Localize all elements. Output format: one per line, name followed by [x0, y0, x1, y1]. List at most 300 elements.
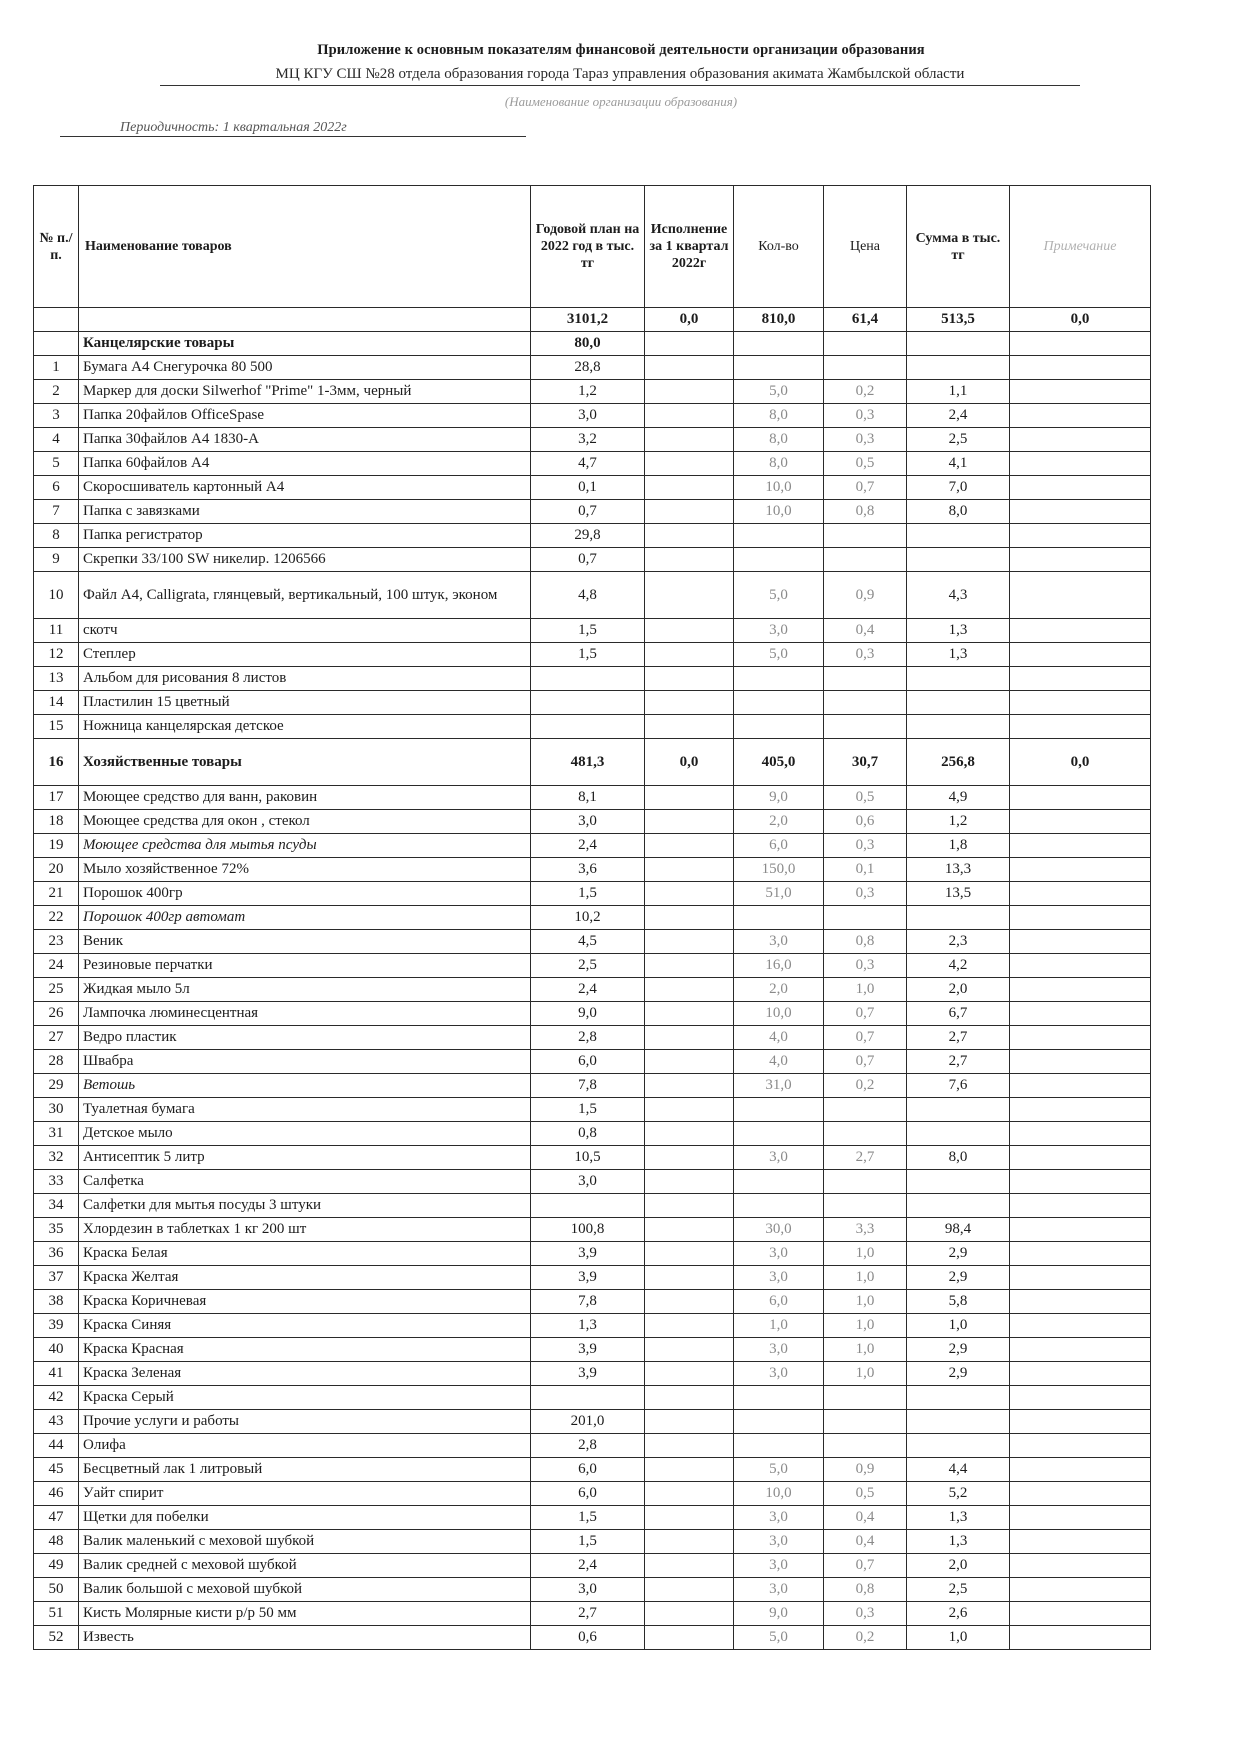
cell-price: 0,7 — [824, 476, 907, 500]
table-row — [34, 1410, 1151, 1434]
cell-plan: 10,2 — [531, 906, 645, 930]
cell-plan: 201,0 — [531, 1410, 645, 1434]
table-row — [34, 1482, 1151, 1506]
cell-price — [824, 1122, 907, 1146]
cell-price: 0,4 — [824, 619, 907, 643]
cell-num: 8 — [34, 524, 79, 548]
cell-sum — [907, 524, 1010, 548]
cell-name: Олифа — [79, 1434, 531, 1458]
cell-num: 31 — [34, 1122, 79, 1146]
cell-exec — [645, 1386, 734, 1410]
cell-name: Степлер — [79, 643, 531, 667]
cell-price — [824, 332, 907, 356]
cell-plan: 1,5 — [531, 882, 645, 906]
table-row — [34, 452, 1151, 476]
cell-note: 0,0 — [1010, 308, 1151, 332]
cell-plan: 2,5 — [531, 954, 645, 978]
cell-plan: 29,8 — [531, 524, 645, 548]
cell-exec — [645, 1530, 734, 1554]
cell-exec — [645, 1482, 734, 1506]
cell-sum — [907, 332, 1010, 356]
cell-num — [34, 332, 79, 356]
cell-num: 39 — [34, 1314, 79, 1338]
cell-plan: 3,9 — [531, 1266, 645, 1290]
cell-price — [824, 1434, 907, 1458]
table-row — [34, 954, 1151, 978]
cell-qty — [734, 524, 824, 548]
cell-plan: 3,9 — [531, 1242, 645, 1266]
cell-note — [1010, 882, 1151, 906]
cell-num: 7 — [34, 500, 79, 524]
cell-exec — [645, 548, 734, 572]
cell-num: 21 — [34, 882, 79, 906]
cell-sum: 98,4 — [907, 1218, 1010, 1242]
cell-num: 45 — [34, 1458, 79, 1482]
period-line: Периодичность: 1 квартальная 2022г — [60, 120, 526, 137]
cell-price — [824, 1410, 907, 1434]
cell-plan: 100,8 — [531, 1218, 645, 1242]
cell-name: Салфетка — [79, 1170, 531, 1194]
goods-table — [33, 185, 1151, 1650]
cell-sum: 13,3 — [907, 858, 1010, 882]
table-row — [34, 1026, 1151, 1050]
cell-qty: 8,0 — [734, 428, 824, 452]
cell-note — [1010, 1434, 1151, 1458]
cell-price: 0,6 — [824, 810, 907, 834]
cell-plan: 3,0 — [531, 1170, 645, 1194]
cell-name: Прочие услуги и работы — [79, 1410, 531, 1434]
cell-price: 0,7 — [824, 1554, 907, 1578]
cell-num: 2 — [34, 380, 79, 404]
cell-exec — [645, 1578, 734, 1602]
cell-num: 38 — [34, 1290, 79, 1314]
cell-plan: 4,8 — [531, 572, 645, 619]
cell-num: 9 — [34, 548, 79, 572]
cell-sum — [907, 1122, 1010, 1146]
table-row — [34, 1530, 1151, 1554]
cell-note — [1010, 1290, 1151, 1314]
cell-num: 13 — [34, 667, 79, 691]
cell-name: Детское мыло — [79, 1122, 531, 1146]
table-row — [34, 786, 1151, 810]
table-row — [34, 548, 1151, 572]
cell-name: Папка 20файлов OfficeSpase — [79, 404, 531, 428]
cell-plan: 3,9 — [531, 1338, 645, 1362]
cell-num: 25 — [34, 978, 79, 1002]
cell-qty: 9,0 — [734, 1602, 824, 1626]
cell-price: 61,4 — [824, 308, 907, 332]
cell-num: 23 — [34, 930, 79, 954]
cell-price: 1,0 — [824, 1266, 907, 1290]
cell-num: 6 — [34, 476, 79, 500]
cell-exec — [645, 954, 734, 978]
cell-name: Порошок 400гр автомат — [79, 906, 531, 930]
cell-plan: 6,0 — [531, 1050, 645, 1074]
cell-sum: 2,0 — [907, 1554, 1010, 1578]
cell-note — [1010, 1242, 1151, 1266]
cell-qty — [734, 356, 824, 380]
cell-num: 12 — [34, 643, 79, 667]
table-row — [34, 428, 1151, 452]
cell-sum — [907, 667, 1010, 691]
cell-name: Папка регистратор — [79, 524, 531, 548]
cell-sum — [907, 548, 1010, 572]
cell-price: 0,8 — [824, 1578, 907, 1602]
table-row — [34, 1458, 1151, 1482]
cell-num: 42 — [34, 1386, 79, 1410]
cell-qty — [734, 715, 824, 739]
cell-qty: 8,0 — [734, 452, 824, 476]
cell-note — [1010, 1386, 1151, 1410]
cell-exec: 0,0 — [645, 739, 734, 786]
cell-price: 0,5 — [824, 1482, 907, 1506]
cell-plan: 0,6 — [531, 1626, 645, 1650]
cell-exec — [645, 452, 734, 476]
cell-plan: 1,5 — [531, 1530, 645, 1554]
cell-sum: 2,9 — [907, 1242, 1010, 1266]
cell-name: Известь — [79, 1626, 531, 1650]
cell-num: 46 — [34, 1482, 79, 1506]
cell-note — [1010, 1122, 1151, 1146]
cell-price: 0,3 — [824, 428, 907, 452]
table-row — [34, 380, 1151, 404]
cell-qty: 51,0 — [734, 882, 824, 906]
cell-sum: 4,1 — [907, 452, 1010, 476]
cell-price: 0,3 — [824, 954, 907, 978]
table-row — [34, 1314, 1151, 1338]
cell-sum: 1,0 — [907, 1314, 1010, 1338]
cell-note — [1010, 1482, 1151, 1506]
cell-sum: 5,2 — [907, 1482, 1010, 1506]
cell-sum: 8,0 — [907, 500, 1010, 524]
cell-num: 30 — [34, 1098, 79, 1122]
cell-plan: 0,8 — [531, 1122, 645, 1146]
cell-plan: 3101,2 — [531, 308, 645, 332]
table-row — [34, 858, 1151, 882]
cell-exec — [645, 1050, 734, 1074]
cell-plan: 2,4 — [531, 834, 645, 858]
cell-num: 43 — [34, 1410, 79, 1434]
cell-price: 2,7 — [824, 1146, 907, 1170]
table-row — [34, 500, 1151, 524]
cell-qty — [734, 906, 824, 930]
cell-qty: 150,0 — [734, 858, 824, 882]
cell-qty: 3,0 — [734, 930, 824, 954]
cell-note — [1010, 380, 1151, 404]
cell-qty — [734, 1194, 824, 1218]
cell-sum: 2,9 — [907, 1266, 1010, 1290]
cell-note — [1010, 978, 1151, 1002]
cell-sum: 1,3 — [907, 1530, 1010, 1554]
cell-qty: 10,0 — [734, 476, 824, 500]
cell-sum: 2,7 — [907, 1026, 1010, 1050]
cell-note — [1010, 930, 1151, 954]
cell-price: 0,3 — [824, 882, 907, 906]
cell-sum: 13,5 — [907, 882, 1010, 906]
cell-plan: 2,7 — [531, 1602, 645, 1626]
cell-name: Щетки для побелки — [79, 1506, 531, 1530]
cell-price — [824, 356, 907, 380]
cell-name: Валик средней с меховой шубкой — [79, 1554, 531, 1578]
cell-price: 0,9 — [824, 572, 907, 619]
cell-exec — [645, 1026, 734, 1050]
organization-name: МЦ КГУ СШ №28 отдела образования города Тараз управления образования акимата Жамбылской области — [160, 66, 1080, 86]
cell-plan: 80,0 — [531, 332, 645, 356]
cell-price: 0,2 — [824, 1074, 907, 1098]
cell-num: 34 — [34, 1194, 79, 1218]
cell-note — [1010, 1338, 1151, 1362]
header-name: Наименование товаров — [79, 186, 531, 308]
table-row — [34, 572, 1151, 619]
cell-exec — [645, 332, 734, 356]
cell-num — [34, 308, 79, 332]
cell-qty: 6,0 — [734, 834, 824, 858]
cell-qty: 2,0 — [734, 978, 824, 1002]
cell-name: Папка 60файлов А4 — [79, 452, 531, 476]
cell-name: Маркер для доски Silwerhof "Prime" 1-3мм, черный — [79, 380, 531, 404]
cell-name: Порошок 400гр — [79, 882, 531, 906]
cell-note — [1010, 1218, 1151, 1242]
cell-sum: 2,5 — [907, 1578, 1010, 1602]
cell-sum — [907, 1410, 1010, 1434]
cell-note — [1010, 1314, 1151, 1338]
cell-num: 48 — [34, 1530, 79, 1554]
cell-plan: 481,3 — [531, 739, 645, 786]
table-row — [34, 308, 1151, 332]
cell-qty — [734, 1170, 824, 1194]
cell-num: 18 — [34, 810, 79, 834]
cell-note — [1010, 1002, 1151, 1026]
cell-plan: 3,2 — [531, 428, 645, 452]
table-row — [34, 1122, 1151, 1146]
cell-name: Краска Зеленая — [79, 1362, 531, 1386]
cell-name: Ведро пластик — [79, 1026, 531, 1050]
cell-plan: 1,2 — [531, 380, 645, 404]
cell-num: 4 — [34, 428, 79, 452]
cell-name: Краска Коричневая — [79, 1290, 531, 1314]
table-row — [34, 404, 1151, 428]
table-row — [34, 810, 1151, 834]
cell-price: 0,4 — [824, 1530, 907, 1554]
cell-price — [824, 1170, 907, 1194]
cell-qty: 3,0 — [734, 1338, 824, 1362]
cell-name: Ветошь — [79, 1074, 531, 1098]
cell-price — [824, 715, 907, 739]
cell-exec — [645, 1410, 734, 1434]
cell-exec — [645, 906, 734, 930]
cell-num: 15 — [34, 715, 79, 739]
cell-num: 49 — [34, 1554, 79, 1578]
cell-note — [1010, 786, 1151, 810]
table-row — [34, 1626, 1151, 1650]
cell-name: Краска Белая — [79, 1242, 531, 1266]
cell-exec — [645, 1218, 734, 1242]
cell-sum: 7,0 — [907, 476, 1010, 500]
cell-qty — [734, 1098, 824, 1122]
table-row — [34, 906, 1151, 930]
cell-price — [824, 1194, 907, 1218]
cell-note — [1010, 452, 1151, 476]
cell-exec — [645, 1626, 734, 1650]
table-row — [34, 1002, 1151, 1026]
cell-sum: 5,8 — [907, 1290, 1010, 1314]
cell-name: Скоросшиватель картонный А4 — [79, 476, 531, 500]
cell-note — [1010, 691, 1151, 715]
cell-note — [1010, 1170, 1151, 1194]
cell-qty — [734, 332, 824, 356]
document-title: Приложение к основным показателям финансовой деятельности организации образования — [317, 42, 925, 58]
table-row — [34, 882, 1151, 906]
cell-exec — [645, 428, 734, 452]
cell-qty — [734, 1386, 824, 1410]
cell-sum: 1,3 — [907, 1506, 1010, 1530]
cell-sum: 1,1 — [907, 380, 1010, 404]
cell-note — [1010, 332, 1151, 356]
cell-exec — [645, 667, 734, 691]
cell-plan: 2,8 — [531, 1434, 645, 1458]
cell-exec — [645, 1362, 734, 1386]
cell-qty: 30,0 — [734, 1218, 824, 1242]
cell-name: Лампочка люминесцентная — [79, 1002, 531, 1026]
table-row — [34, 1074, 1151, 1098]
cell-exec — [645, 1170, 734, 1194]
cell-note — [1010, 1506, 1151, 1530]
cell-qty — [734, 1410, 824, 1434]
cell-note — [1010, 643, 1151, 667]
cell-plan: 0,7 — [531, 500, 645, 524]
cell-name: Краска Синяя — [79, 1314, 531, 1338]
cell-sum: 1,8 — [907, 834, 1010, 858]
cell-sum: 2,9 — [907, 1338, 1010, 1362]
cell-num: 17 — [34, 786, 79, 810]
header-note: Примечание — [1010, 186, 1151, 308]
cell-exec — [645, 1506, 734, 1530]
header-price: Цена — [824, 186, 907, 308]
cell-qty: 16,0 — [734, 954, 824, 978]
cell-name: Канцелярские товары — [79, 332, 531, 356]
cell-price: 0,3 — [824, 1602, 907, 1626]
cell-note — [1010, 524, 1151, 548]
cell-qty: 405,0 — [734, 739, 824, 786]
cell-plan: 8,1 — [531, 786, 645, 810]
cell-name: Антисептик 5 литр — [79, 1146, 531, 1170]
cell-qty: 5,0 — [734, 1458, 824, 1482]
cell-exec — [645, 715, 734, 739]
cell-name: Мыло хозяйственное 72% — [79, 858, 531, 882]
cell-name: Валик маленький с меховой шубкой — [79, 1530, 531, 1554]
cell-plan: 28,8 — [531, 356, 645, 380]
cell-note — [1010, 1626, 1151, 1650]
cell-sum: 1,3 — [907, 619, 1010, 643]
cell-qty: 4,0 — [734, 1050, 824, 1074]
cell-sum: 256,8 — [907, 739, 1010, 786]
cell-exec — [645, 1554, 734, 1578]
cell-qty: 5,0 — [734, 1626, 824, 1650]
cell-num: 47 — [34, 1506, 79, 1530]
cell-price: 0,2 — [824, 1626, 907, 1650]
cell-qty: 4,0 — [734, 1026, 824, 1050]
cell-qty — [734, 1122, 824, 1146]
document-header — [0, 0, 1242, 190]
cell-exec — [645, 978, 734, 1002]
cell-price: 0,8 — [824, 930, 907, 954]
cell-num: 5 — [34, 452, 79, 476]
cell-exec — [645, 404, 734, 428]
cell-qty: 3,0 — [734, 1362, 824, 1386]
cell-note — [1010, 834, 1151, 858]
cell-qty: 5,0 — [734, 643, 824, 667]
cell-name: Резиновые перчатки — [79, 954, 531, 978]
table-row — [34, 1434, 1151, 1458]
cell-exec — [645, 1242, 734, 1266]
cell-plan — [531, 1194, 645, 1218]
table-row — [34, 930, 1151, 954]
cell-sum: 2,4 — [907, 404, 1010, 428]
cell-name: Скрепки 33/100 SW никелир. 1206566 — [79, 548, 531, 572]
table-row — [34, 1362, 1151, 1386]
organization-caption: (Наименование организации образования) — [504, 94, 738, 109]
cell-plan: 1,5 — [531, 1098, 645, 1122]
cell-exec — [645, 1002, 734, 1026]
cell-note — [1010, 1602, 1151, 1626]
cell-num: 29 — [34, 1074, 79, 1098]
cell-exec — [645, 1098, 734, 1122]
cell-name — [79, 308, 531, 332]
cell-exec — [645, 810, 734, 834]
cell-num: 28 — [34, 1050, 79, 1074]
table-row — [34, 1218, 1151, 1242]
cell-note — [1010, 667, 1151, 691]
cell-plan: 3,0 — [531, 1578, 645, 1602]
table-header-row — [34, 186, 1151, 308]
table-row — [34, 1194, 1151, 1218]
cell-qty: 8,0 — [734, 404, 824, 428]
cell-note — [1010, 356, 1151, 380]
cell-price: 0,7 — [824, 1050, 907, 1074]
cell-num: 20 — [34, 858, 79, 882]
cell-name: Хозяйственные товары — [79, 739, 531, 786]
cell-name: Салфетки для мытья посуды 3 штуки — [79, 1194, 531, 1218]
cell-note — [1010, 500, 1151, 524]
cell-note — [1010, 1050, 1151, 1074]
cell-exec — [645, 1290, 734, 1314]
cell-name: Пластилин 15 цветный — [79, 691, 531, 715]
cell-name: Кисть Молярные кисти р/р 50 мм — [79, 1602, 531, 1626]
cell-name: Бесцветный лак 1 литровый — [79, 1458, 531, 1482]
cell-name: Ножница канцелярская детское — [79, 715, 531, 739]
table-row — [34, 524, 1151, 548]
cell-name: Краска Красная — [79, 1338, 531, 1362]
cell-num: 26 — [34, 1002, 79, 1026]
table-row — [34, 715, 1151, 739]
cell-qty: 3,0 — [734, 1578, 824, 1602]
cell-name: Папка с завязками — [79, 500, 531, 524]
cell-sum: 513,5 — [907, 308, 1010, 332]
table-row — [34, 1602, 1151, 1626]
cell-exec — [645, 1458, 734, 1482]
cell-note — [1010, 1578, 1151, 1602]
cell-sum — [907, 691, 1010, 715]
cell-exec — [645, 1194, 734, 1218]
cell-plan: 2,8 — [531, 1026, 645, 1050]
cell-qty — [734, 667, 824, 691]
cell-exec — [645, 1602, 734, 1626]
cell-num: 51 — [34, 1602, 79, 1626]
cell-qty: 3,0 — [734, 1242, 824, 1266]
cell-qty: 10,0 — [734, 500, 824, 524]
cell-exec — [645, 476, 734, 500]
cell-price: 3,3 — [824, 1218, 907, 1242]
